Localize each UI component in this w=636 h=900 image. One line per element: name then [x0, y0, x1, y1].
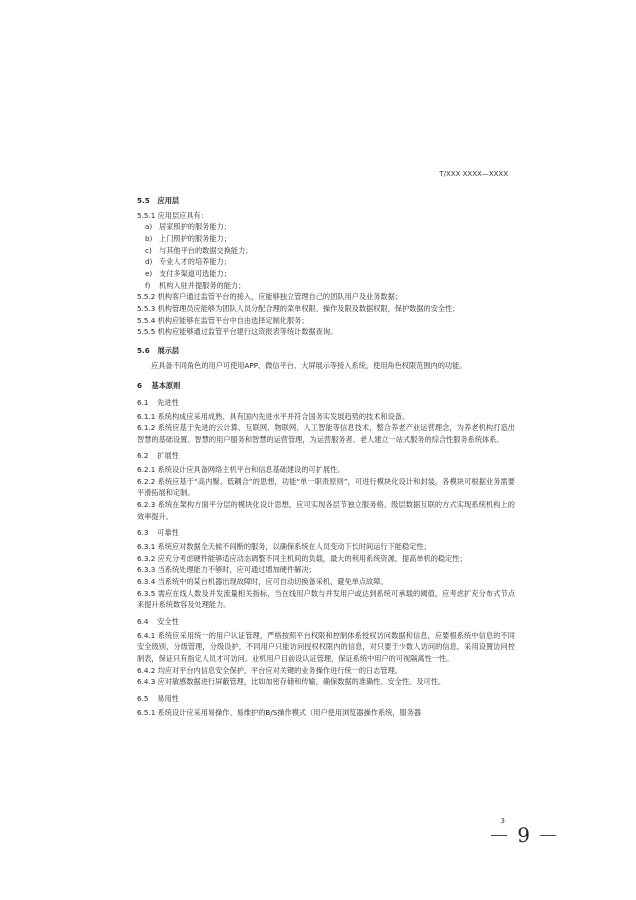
clause-6-2-3	[137, 499, 515, 522]
section-number: 6.3	[137, 528, 149, 538]
footer-page-number	[491, 823, 556, 847]
section-title: 先进性	[157, 397, 179, 407]
clause-number: 6.2.3	[137, 500, 156, 510]
clause-number: 5.5.5	[137, 327, 156, 337]
clause-number: 5.5.1	[137, 210, 156, 220]
list-text: 上门照护的服务能力；	[159, 233, 231, 243]
list-mark: c)	[145, 245, 152, 255]
list-mark: a)	[145, 222, 153, 232]
clause-text: 系统应对数据全天候不间断的服务，以确保系统在人员变动下长时间运行下能稳定性；	[157, 542, 431, 552]
clause-text: 当系统中的某台机器出现故障时，应可自动切换备采机，避免单点故障。	[157, 577, 388, 587]
clause-text: 应对敏感数据进行屏蔽管理，比如加密存储和传输，确保数据的准确性、安全性、及可性。	[157, 677, 446, 687]
document-code: T/XXX XXXX—XXXX	[439, 170, 508, 178]
clause-number: 6.2.1	[137, 465, 156, 475]
clause-text: 当系统处理能力不够时，应可通过增加硬件解决；	[157, 565, 316, 575]
clause-text: 机构应能够在监管平台中自由选择定制化服务；	[157, 315, 309, 325]
clause-number: 5.5.3	[137, 303, 156, 313]
clause-5-5-4	[137, 315, 515, 327]
clause-5-5-1-list	[137, 221, 515, 291]
clause-text: 应充分考虑硬件能够适应动态调整不同主机间的负载，最大的利用系统资源，提高单机的稳定性；	[157, 553, 467, 563]
clause-6-4-3	[137, 676, 515, 688]
clause-text: 系统设计应具备网络主机平台和信息基础建设的可扩展性。	[157, 465, 345, 475]
section-6-3-heading	[137, 527, 515, 539]
list-item	[145, 280, 515, 292]
clause-6-1-1	[137, 411, 515, 423]
section-6-2-heading	[137, 450, 515, 462]
clause-number: 6.4.1	[137, 630, 156, 640]
clause-6-2-2	[137, 476, 515, 499]
section-title: 安全性	[157, 617, 179, 626]
clause-text: 系统应基于先进的云计算、互联网、物联网、人工智能等信息技术，整合养老产业运营理念，为养老机构打造出智慧的基础设置、智慧的用户服务和智慧的运营管理，为运营服务者、老人建立一站式服务的综合性服务系统体系。	[137, 423, 515, 444]
clause-6-3-5	[137, 588, 515, 611]
section-5-6-text: 应具备不同角色的用户可使用APP、微信平台、大屏展示等接入系统，使用角色权限范围内的功能。	[151, 360, 467, 370]
clause-number: 6.3.4	[137, 577, 156, 587]
section-title: 易用性	[157, 693, 179, 703]
clause-6-3-2	[137, 553, 515, 565]
clause-5-5-3	[137, 303, 515, 315]
footer-dash-left	[491, 835, 507, 836]
list-text: 专业人才的培养能力；	[159, 257, 231, 267]
clause-6-3-3	[137, 564, 515, 576]
section-title: 展示层	[157, 345, 180, 355]
clause-number: 6.5.1	[137, 707, 156, 717]
clause-number: 6.1.1	[137, 411, 156, 421]
clause-6-2-1	[137, 464, 515, 476]
section-number: 6	[137, 381, 143, 391]
section-title: 扩展性	[157, 451, 179, 461]
list-item	[145, 268, 515, 280]
clause-text: 系统设计应采用易操作、易维护的B/S操作模式（用户使用浏览器操作系统，服务器	[157, 707, 422, 717]
section-5-5-heading	[137, 195, 515, 207]
list-text: 居家照护的服务能力；	[159, 222, 231, 232]
footer-number-text: 9	[517, 823, 530, 847]
clause-number: 6.3.1	[137, 542, 156, 552]
section-number: 6.4	[137, 617, 149, 626]
list-text: 与其他平台的数据交换能力；	[159, 245, 253, 255]
footer-dash-right	[540, 835, 556, 836]
section-6-5-heading	[137, 693, 515, 705]
clause-number: 6.2.2	[137, 476, 156, 486]
page-number: 3	[500, 817, 505, 825]
section-6-1-heading	[137, 397, 515, 409]
clause-text: 机构客户通过监管平台的接入，应能够独立管理自己的团队用户及业务数据；	[157, 292, 402, 302]
clause-text: 机构管理员应能够为团队人员分配合理的菜单权限、操作及限及数据权限，保护数据的安全性；	[157, 303, 460, 313]
clause-6-3-4	[137, 576, 515, 588]
clause-number: 6.3.5	[137, 588, 156, 598]
list-item	[145, 245, 515, 257]
section-title: 可靠性	[157, 528, 179, 538]
list-item	[145, 233, 515, 245]
list-text: 支付多渠道可选能力；	[159, 268, 231, 278]
clause-number: 6.3.2	[137, 553, 156, 563]
section-6-4-heading	[137, 616, 515, 628]
list-item	[145, 256, 515, 268]
clause-5-5-2	[137, 291, 515, 303]
section-6-heading	[137, 380, 515, 392]
clause-text: 系统构成应采用成熟、具有国内先进水平并符合国务实发展趋势的技术和设备。	[157, 411, 410, 421]
clause-number: 5.5.4	[137, 315, 156, 325]
clause-number: 6.3.3	[137, 565, 156, 575]
clause-5-5-5	[137, 326, 515, 338]
clause-number: 5.5.2	[137, 292, 156, 302]
list-item	[145, 221, 515, 233]
section-number: 5.5	[137, 196, 150, 205]
clause-6-4-1	[137, 630, 515, 665]
clause-text: 系统应采用统一的用户认证管理，严格按照平台权限和控制体系授权访问数据和信息，应要根系统中信息的不同安全级别，分级管理，分级设护，不同用户只能访问授权权限内的信息，对只要于少数人访问的信息，采用设置访问控制表，保证只有指定人员才可访问。业机用户目前设认证管理，保证系统中用户的可视隔离性一性。	[137, 630, 515, 663]
list-text: 机构入驻并提服务的能力；	[159, 280, 246, 290]
clause-number: 6.4.2	[137, 665, 156, 675]
clause-6-1-2	[137, 422, 515, 445]
clause-number: 6.1.2	[137, 423, 156, 433]
clause-text: 需应在线人数及并发流量相关指标，当在线用户数与并发用户或达到系统可承载的阈值，应考虑扩充分布式节点来提升系统数容及处理能力。	[137, 588, 515, 610]
list-mark: f)	[145, 280, 151, 290]
clause-6-5-1	[137, 707, 515, 719]
section-5-6-heading	[137, 345, 515, 357]
clause-6-4-2	[137, 665, 515, 677]
clause-text: 应用层应具有：	[157, 210, 208, 220]
document-body	[137, 188, 515, 718]
section-number: 6.2	[137, 451, 149, 461]
list-mark: d)	[145, 257, 153, 267]
list-mark: e)	[145, 268, 153, 278]
clause-text: 系统在架构方面平分层的模块化设计思想，应可实现各层节独立服务格、级层数据互联的方式实现系统机构上的效率提升。	[137, 500, 515, 521]
clause-text: 均应对平台内信息安全保护，平台应对关键的业务操作进行统一的日志管理。	[157, 665, 402, 675]
clause-5-5-1	[137, 210, 515, 222]
section-title: 基本原则	[151, 381, 181, 391]
clause-text: 机构应能够通过监管平台建行这资报表等统计数据查询。	[157, 327, 338, 337]
clause-6-3-1	[137, 541, 515, 553]
section-number: 6.5	[137, 693, 149, 703]
clause-text: 系统应基于“高内聚、低耦合”的思想，功能“单一职责原则”，可进行模块化设计和封装，各模块可根据业务需要平滑拓展和定制。	[137, 476, 515, 498]
clause-number: 6.4.3	[137, 677, 156, 687]
section-title: 应用层	[157, 196, 180, 205]
list-mark: b)	[145, 233, 153, 243]
section-number: 6.1	[137, 397, 149, 407]
section-number: 5.6	[137, 345, 150, 355]
